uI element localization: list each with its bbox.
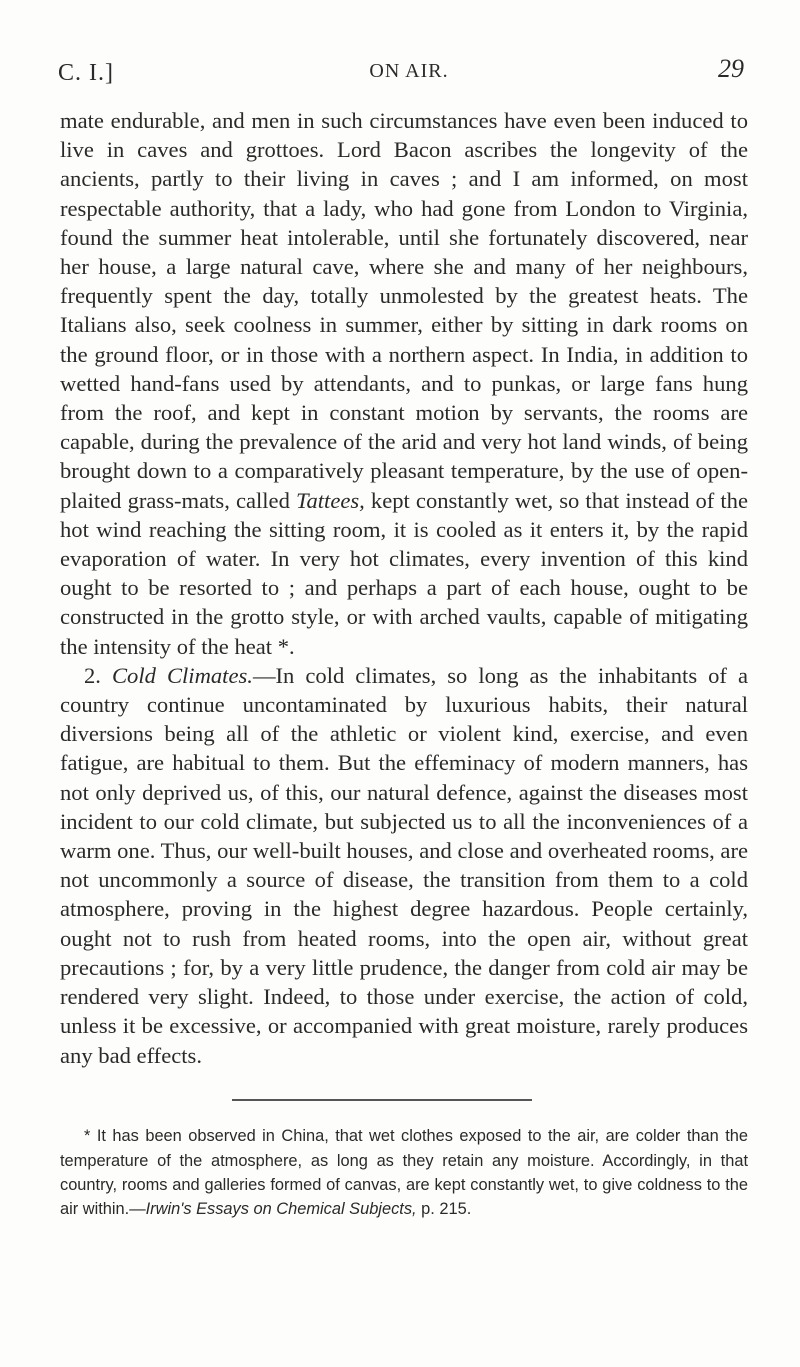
footnote <box>60 1124 748 1221</box>
paragraph-text-continued: kept constantly wet, so that instead of the hot wind reaching the sitting room, it is cooled as it enters it, by the rapid evaporation of water. In very hot climates, every invention of this kind ought to be resorted to ; and perhaps a part of each house, ought to be constructed in the grotto style, or with arched vaults, capable of mitigating the intensity of the heat *. <box>60 487 748 659</box>
paragraph-text: —In cold climates, so long as the inhabitants of a country continue uncontaminated by luxurious habits, their natural diversions being all of the athletic or violent kind, exercise, and even fatigue, are habitual to them. But the effeminacy of modern manners, has not only deprived us, of this, our natural defence, against the diseases most incident to our cold climate, but subjected us to all the inconveniences of a warm one. Thus, our well-built houses, and close and overheated rooms, are not uncommonly a source of disease, the transition from them to a cold atmosphere, proving in the highest degree hazardous. People certainly, ought not to rush from heated rooms, into the open air, without great precautions ; for, by a very little prudence, the danger from cold air may be rendered very slight. Indeed, to those under exercise, the action of cold, unless it be excessive, or accompanied with great moisture, rarely produces any bad effects. <box>60 662 749 1068</box>
paragraph-text: mate endurable, and men in such circumstances have even been induced to live in caves and grottoes. Lord Bacon ascribes the longevity of the ancients, partly to their living in caves ; and I am informed, on most respectable authority, that a lady, who had gone from London to Virginia, found the summer heat intolerable, until she fortunately discovered, near her house, a large natural cave, where she and many of her neighbours, frequently spent the day, totally unmolested by the greatest heats. The Italians also, seek coolness in summer, either by sitting in dark rooms on the ground floor, or in those with a northern aspect. In India, in addition to wetted hand-fans used by attendants, and to punkas, or large fans hung from the roof, and kept in constant motion by servants, the rooms are capable, during the prevalence of the arid and very hot land winds, of being brought down to a comparatively pleasant temperature, by the use of open-plaited grass-mats, called <box>60 108 748 513</box>
italic-term: Tattees, <box>295 487 365 513</box>
body-text <box>60 106 748 1070</box>
footnote-page-ref: p. 215. <box>421 1200 472 1219</box>
page-header <box>58 52 760 92</box>
footnote-marker: * <box>84 1127 91 1146</box>
footnote-divider <box>232 1099 532 1101</box>
running-title: ON AIR. <box>369 60 449 82</box>
paragraph-cold-climates <box>60 661 748 1070</box>
footnote-text: It has been observed in China, that wet clothes exposed to the air, are colder than the temperature of the atmosphere, as long as they retain any moisture. Accordingly, in that country, rooms and galleries formed of canvas, are kept constantly wet, to give coldness to the air within.— <box>60 1127 748 1219</box>
paragraph-heading: Cold Climates. <box>111 662 253 688</box>
footnote-citation: Irwin's Essays on Chemical Subjects, <box>145 1200 417 1219</box>
page-number: 29 <box>718 54 744 83</box>
section-marker: C. I.] <box>58 60 114 86</box>
paragraph-number: 2. <box>84 662 101 688</box>
paragraph-hot-climates <box>60 106 748 661</box>
